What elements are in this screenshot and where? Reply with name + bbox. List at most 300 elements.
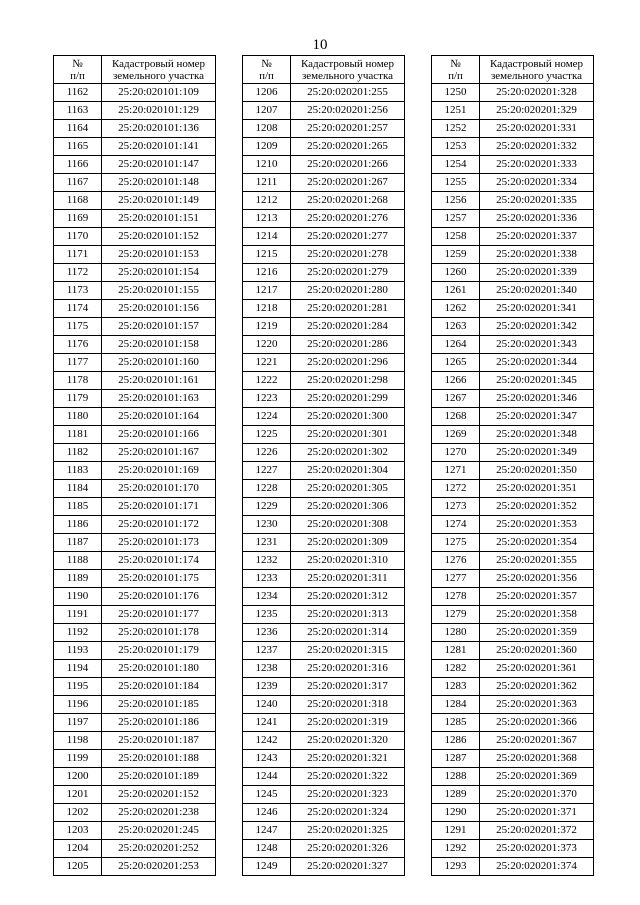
table-row bbox=[54, 498, 216, 516]
cadastral-number: 25:20:020201:339 bbox=[480, 264, 594, 282]
cadastral-number: 25:20:020201:337 bbox=[480, 228, 594, 246]
table-row bbox=[54, 822, 216, 840]
table-row bbox=[54, 300, 216, 318]
cadastral-number: 25:20:020101:170 bbox=[102, 480, 216, 498]
row-number: 1283 bbox=[432, 678, 480, 696]
table-row bbox=[54, 102, 216, 120]
row-number: 1255 bbox=[432, 174, 480, 192]
row-number: 1172 bbox=[54, 264, 102, 282]
table-body bbox=[432, 84, 594, 876]
cadastral-number: 25:20:020201:340 bbox=[480, 282, 594, 300]
table-row bbox=[243, 174, 405, 192]
cadastral-number: 25:20:020201:320 bbox=[291, 732, 405, 750]
cadastral-number: 25:20:020201:374 bbox=[480, 858, 594, 876]
row-number: 1280 bbox=[432, 624, 480, 642]
table-row bbox=[432, 840, 594, 858]
table-row bbox=[243, 552, 405, 570]
table-row bbox=[432, 372, 594, 390]
cadastral-number: 25:20:020201:268 bbox=[291, 192, 405, 210]
row-number: 1292 bbox=[432, 840, 480, 858]
table-row bbox=[243, 714, 405, 732]
table-row bbox=[432, 732, 594, 750]
table-row bbox=[54, 750, 216, 768]
row-number: 1198 bbox=[54, 732, 102, 750]
table-row bbox=[432, 750, 594, 768]
table-row bbox=[54, 786, 216, 804]
row-number: 1228 bbox=[243, 480, 291, 498]
row-number: 1207 bbox=[243, 102, 291, 120]
cadastral-number: 25:20:020201:305 bbox=[291, 480, 405, 498]
row-number: 1178 bbox=[54, 372, 102, 390]
cadastral-number: 25:20:020201:326 bbox=[291, 840, 405, 858]
row-number: 1162 bbox=[54, 84, 102, 102]
row-number: 1239 bbox=[243, 678, 291, 696]
table-row bbox=[54, 156, 216, 174]
row-number: 1173 bbox=[54, 282, 102, 300]
cadastral-number: 25:20:020101:171 bbox=[102, 498, 216, 516]
table-row bbox=[54, 282, 216, 300]
table-row bbox=[432, 210, 594, 228]
table-row bbox=[432, 192, 594, 210]
cadastral-number: 25:20:020201:309 bbox=[291, 534, 405, 552]
table-row bbox=[432, 390, 594, 408]
table-row bbox=[243, 498, 405, 516]
table-row bbox=[54, 318, 216, 336]
row-number: 1274 bbox=[432, 516, 480, 534]
cadastral-number: 25:20:020201:332 bbox=[480, 138, 594, 156]
row-number: 1186 bbox=[54, 516, 102, 534]
cadastral-number: 25:20:020101:163 bbox=[102, 390, 216, 408]
cadastral-number: 25:20:020201:311 bbox=[291, 570, 405, 588]
cadastral-number: 25:20:020201:367 bbox=[480, 732, 594, 750]
table-row bbox=[243, 804, 405, 822]
row-number: 1284 bbox=[432, 696, 480, 714]
table-row bbox=[54, 354, 216, 372]
cadastral-number: 25:20:020201:358 bbox=[480, 606, 594, 624]
row-number: 1288 bbox=[432, 768, 480, 786]
cadastral-number: 25:20:020201:354 bbox=[480, 534, 594, 552]
table-row bbox=[54, 516, 216, 534]
row-number: 1278 bbox=[432, 588, 480, 606]
cadastral-number: 25:20:020201:349 bbox=[480, 444, 594, 462]
row-number: 1220 bbox=[243, 336, 291, 354]
row-number: 1180 bbox=[54, 408, 102, 426]
cadastral-table-2 bbox=[242, 55, 405, 876]
row-number: 1287 bbox=[432, 750, 480, 768]
row-number: 1216 bbox=[243, 264, 291, 282]
row-number: 1244 bbox=[243, 768, 291, 786]
table-row bbox=[54, 444, 216, 462]
table-row bbox=[54, 624, 216, 642]
cadastral-number: 25:20:020201:334 bbox=[480, 174, 594, 192]
cadastral-number: 25:20:020101:187 bbox=[102, 732, 216, 750]
cadastral-number: 25:20:020201:318 bbox=[291, 696, 405, 714]
cadastral-number: 25:20:020101:109 bbox=[102, 84, 216, 102]
table-row bbox=[243, 462, 405, 480]
table-row bbox=[243, 534, 405, 552]
cadastral-number: 25:20:020201:266 bbox=[291, 156, 405, 174]
row-number: 1222 bbox=[243, 372, 291, 390]
row-number: 1209 bbox=[243, 138, 291, 156]
cadastral-number: 25:20:020201:359 bbox=[480, 624, 594, 642]
table-body bbox=[243, 84, 405, 876]
row-number: 1215 bbox=[243, 246, 291, 264]
table-row bbox=[243, 732, 405, 750]
row-number: 1252 bbox=[432, 120, 480, 138]
cadastral-number: 25:20:020101:160 bbox=[102, 354, 216, 372]
table-row bbox=[243, 606, 405, 624]
table-row bbox=[432, 678, 594, 696]
row-number: 1250 bbox=[432, 84, 480, 102]
cadastral-number: 25:20:020201:335 bbox=[480, 192, 594, 210]
row-number: 1254 bbox=[432, 156, 480, 174]
cadastral-number: 25:20:020201:298 bbox=[291, 372, 405, 390]
row-number: 1249 bbox=[243, 858, 291, 876]
row-number: 1188 bbox=[54, 552, 102, 570]
cadastral-number: 25:20:020201:333 bbox=[480, 156, 594, 174]
row-number: 1259 bbox=[432, 246, 480, 264]
cadastral-number: 25:20:020101:147 bbox=[102, 156, 216, 174]
cadastral-number: 25:20:020201:366 bbox=[480, 714, 594, 732]
cadastral-number: 25:20:020201:369 bbox=[480, 768, 594, 786]
row-number: 1270 bbox=[432, 444, 480, 462]
cadastral-number: 25:20:020101:180 bbox=[102, 660, 216, 678]
table-row bbox=[54, 588, 216, 606]
cadastral-table-3 bbox=[431, 55, 594, 876]
table-row bbox=[243, 372, 405, 390]
row-number: 1276 bbox=[432, 552, 480, 570]
row-number: 1200 bbox=[54, 768, 102, 786]
table-row bbox=[432, 498, 594, 516]
row-number: 1221 bbox=[243, 354, 291, 372]
cadastral-number: 25:20:020201:361 bbox=[480, 660, 594, 678]
cadastral-number: 25:20:020201:350 bbox=[480, 462, 594, 480]
cadastral-number: 25:20:020101:175 bbox=[102, 570, 216, 588]
row-number: 1187 bbox=[54, 534, 102, 552]
table-row bbox=[54, 714, 216, 732]
table-row bbox=[54, 840, 216, 858]
table-row bbox=[54, 462, 216, 480]
table-row bbox=[243, 426, 405, 444]
row-number: 1169 bbox=[54, 210, 102, 228]
row-number: 1205 bbox=[54, 858, 102, 876]
table-row bbox=[243, 336, 405, 354]
table-row bbox=[54, 84, 216, 102]
row-number: 1213 bbox=[243, 210, 291, 228]
table-row bbox=[243, 768, 405, 786]
table-row bbox=[243, 822, 405, 840]
cadastral-number: 25:20:020201:301 bbox=[291, 426, 405, 444]
table-row bbox=[432, 714, 594, 732]
table-row bbox=[432, 282, 594, 300]
cadastral-number: 25:20:020201:296 bbox=[291, 354, 405, 372]
table-row bbox=[432, 570, 594, 588]
cadastral-number: 25:20:020201:300 bbox=[291, 408, 405, 426]
row-number: 1253 bbox=[432, 138, 480, 156]
table-row bbox=[54, 804, 216, 822]
cadastral-number: 25:20:020201:323 bbox=[291, 786, 405, 804]
table-row bbox=[243, 786, 405, 804]
row-number: 1260 bbox=[432, 264, 480, 282]
row-number: 1185 bbox=[54, 498, 102, 516]
page-number: 10 bbox=[312, 37, 328, 53]
row-number: 1248 bbox=[243, 840, 291, 858]
table-header bbox=[54, 56, 216, 84]
row-number: 1289 bbox=[432, 786, 480, 804]
row-number: 1242 bbox=[243, 732, 291, 750]
table-row bbox=[54, 480, 216, 498]
table-row bbox=[432, 804, 594, 822]
table-row bbox=[54, 210, 216, 228]
cadastral-number: 25:20:020201:328 bbox=[480, 84, 594, 102]
cadastral-number: 25:20:020201:371 bbox=[480, 804, 594, 822]
row-number: 1183 bbox=[54, 462, 102, 480]
cadastral-number: 25:20:020201:348 bbox=[480, 426, 594, 444]
table-row bbox=[243, 300, 405, 318]
cadastral-number: 25:20:020201:329 bbox=[480, 102, 594, 120]
row-number: 1285 bbox=[432, 714, 480, 732]
cadastral-number: 25:20:020201:286 bbox=[291, 336, 405, 354]
column-header-cadastral: Кадастровый номер земельного участка bbox=[291, 56, 405, 84]
table-row bbox=[432, 408, 594, 426]
row-number: 1175 bbox=[54, 318, 102, 336]
column-header-number: № п/п bbox=[432, 56, 480, 84]
cadastral-number: 25:20:020201:373 bbox=[480, 840, 594, 858]
row-number: 1193 bbox=[54, 642, 102, 660]
table-row bbox=[432, 696, 594, 714]
cadastral-number: 25:20:020201:313 bbox=[291, 606, 405, 624]
cadastral-number: 25:20:020101:152 bbox=[102, 228, 216, 246]
row-number: 1163 bbox=[54, 102, 102, 120]
table-row bbox=[432, 300, 594, 318]
row-number: 1235 bbox=[243, 606, 291, 624]
cadastral-number: 25:20:020101:157 bbox=[102, 318, 216, 336]
cadastral-number: 25:20:020101:178 bbox=[102, 624, 216, 642]
table-row bbox=[243, 192, 405, 210]
cadastral-number: 25:20:020201:362 bbox=[480, 678, 594, 696]
table-row bbox=[243, 210, 405, 228]
cadastral-number: 25:20:020201:152 bbox=[102, 786, 216, 804]
row-number: 1201 bbox=[54, 786, 102, 804]
row-number: 1171 bbox=[54, 246, 102, 264]
cadastral-number: 25:20:020201:317 bbox=[291, 678, 405, 696]
table-row bbox=[432, 642, 594, 660]
table-row bbox=[432, 336, 594, 354]
table-row bbox=[432, 84, 594, 102]
row-number: 1257 bbox=[432, 210, 480, 228]
cadastral-number: 25:20:020201:284 bbox=[291, 318, 405, 336]
row-number: 1269 bbox=[432, 426, 480, 444]
table-row bbox=[432, 444, 594, 462]
table-row bbox=[243, 264, 405, 282]
table-row bbox=[243, 660, 405, 678]
cadastral-number: 25:20:020101:141 bbox=[102, 138, 216, 156]
row-number: 1197 bbox=[54, 714, 102, 732]
row-number: 1290 bbox=[432, 804, 480, 822]
row-number: 1227 bbox=[243, 462, 291, 480]
cadastral-number: 25:20:020201:321 bbox=[291, 750, 405, 768]
table-body bbox=[54, 84, 216, 876]
row-number: 1177 bbox=[54, 354, 102, 372]
row-number: 1165 bbox=[54, 138, 102, 156]
table-row bbox=[432, 606, 594, 624]
row-number: 1230 bbox=[243, 516, 291, 534]
row-number: 1166 bbox=[54, 156, 102, 174]
cadastral-number: 25:20:020201:353 bbox=[480, 516, 594, 534]
cadastral-number: 25:20:020201:281 bbox=[291, 300, 405, 318]
table-row bbox=[432, 534, 594, 552]
row-number: 1195 bbox=[54, 678, 102, 696]
table-row bbox=[432, 246, 594, 264]
row-number: 1224 bbox=[243, 408, 291, 426]
table-row bbox=[243, 480, 405, 498]
row-number: 1236 bbox=[243, 624, 291, 642]
table-row bbox=[54, 372, 216, 390]
row-number: 1234 bbox=[243, 588, 291, 606]
row-number: 1258 bbox=[432, 228, 480, 246]
table-row bbox=[243, 354, 405, 372]
cadastral-number: 25:20:020201:306 bbox=[291, 498, 405, 516]
table-row bbox=[243, 642, 405, 660]
row-number: 1168 bbox=[54, 192, 102, 210]
cadastral-number: 25:20:020101:136 bbox=[102, 120, 216, 138]
cadastral-number: 25:20:020101:164 bbox=[102, 408, 216, 426]
row-number: 1212 bbox=[243, 192, 291, 210]
row-number: 1196 bbox=[54, 696, 102, 714]
cadastral-number: 25:20:020201:331 bbox=[480, 120, 594, 138]
table-row bbox=[54, 552, 216, 570]
row-number: 1233 bbox=[243, 570, 291, 588]
cadastral-number: 25:20:020101:173 bbox=[102, 534, 216, 552]
cadastral-number: 25:20:020101:186 bbox=[102, 714, 216, 732]
table-row bbox=[243, 84, 405, 102]
row-number: 1275 bbox=[432, 534, 480, 552]
cadastral-number: 25:20:020201:278 bbox=[291, 246, 405, 264]
row-number: 1237 bbox=[243, 642, 291, 660]
cadastral-number: 25:20:020201:357 bbox=[480, 588, 594, 606]
table-row bbox=[432, 228, 594, 246]
table-row bbox=[243, 516, 405, 534]
row-number: 1266 bbox=[432, 372, 480, 390]
row-number: 1273 bbox=[432, 498, 480, 516]
cadastral-number: 25:20:020101:153 bbox=[102, 246, 216, 264]
table-row bbox=[54, 426, 216, 444]
table-row bbox=[243, 408, 405, 426]
cadastral-number: 25:20:020101:158 bbox=[102, 336, 216, 354]
row-number: 1223 bbox=[243, 390, 291, 408]
table-row bbox=[243, 318, 405, 336]
cadastral-number: 25:20:020201:257 bbox=[291, 120, 405, 138]
table-row bbox=[54, 264, 216, 282]
column-header-number: № п/п bbox=[243, 56, 291, 84]
table-row bbox=[432, 174, 594, 192]
row-number: 1268 bbox=[432, 408, 480, 426]
table-row bbox=[432, 516, 594, 534]
table-row bbox=[243, 246, 405, 264]
cadastral-number: 25:20:020201:352 bbox=[480, 498, 594, 516]
row-number: 1232 bbox=[243, 552, 291, 570]
row-number: 1262 bbox=[432, 300, 480, 318]
row-number: 1267 bbox=[432, 390, 480, 408]
table-row bbox=[54, 642, 216, 660]
cadastral-number: 25:20:020201:304 bbox=[291, 462, 405, 480]
table-row bbox=[432, 318, 594, 336]
cadastral-number: 25:20:020201:315 bbox=[291, 642, 405, 660]
table-row bbox=[54, 660, 216, 678]
cadastral-number: 25:20:020201:253 bbox=[102, 858, 216, 876]
table-row bbox=[54, 120, 216, 138]
cadastral-number: 25:20:020201:372 bbox=[480, 822, 594, 840]
row-number: 1272 bbox=[432, 480, 480, 498]
row-number: 1181 bbox=[54, 426, 102, 444]
cadastral-number: 25:20:020201:310 bbox=[291, 552, 405, 570]
cadastral-number: 25:20:020201:343 bbox=[480, 336, 594, 354]
row-number: 1231 bbox=[243, 534, 291, 552]
row-number: 1241 bbox=[243, 714, 291, 732]
cadastral-number: 25:20:020101:184 bbox=[102, 678, 216, 696]
cadastral-number: 25:20:020201:277 bbox=[291, 228, 405, 246]
cadastral-number: 25:20:020201:338 bbox=[480, 246, 594, 264]
table-row bbox=[243, 750, 405, 768]
row-number: 1206 bbox=[243, 84, 291, 102]
table-row bbox=[54, 534, 216, 552]
cadastral-number: 25:20:020201:327 bbox=[291, 858, 405, 876]
row-number: 1182 bbox=[54, 444, 102, 462]
cadastral-number: 25:20:020101:155 bbox=[102, 282, 216, 300]
row-number: 1265 bbox=[432, 354, 480, 372]
cadastral-number: 25:20:020201:319 bbox=[291, 714, 405, 732]
cadastral-number: 25:20:020101:177 bbox=[102, 606, 216, 624]
table-header bbox=[432, 56, 594, 84]
row-number: 1245 bbox=[243, 786, 291, 804]
table-row bbox=[54, 246, 216, 264]
cadastral-number: 25:20:020201:344 bbox=[480, 354, 594, 372]
cadastral-number: 25:20:020201:302 bbox=[291, 444, 405, 462]
table-row bbox=[54, 606, 216, 624]
row-number: 1174 bbox=[54, 300, 102, 318]
column-header-number: № п/п bbox=[54, 56, 102, 84]
cadastral-number: 25:20:020201:312 bbox=[291, 588, 405, 606]
table-row bbox=[432, 426, 594, 444]
cadastral-table-1 bbox=[53, 55, 216, 876]
cadastral-number: 25:20:020101:169 bbox=[102, 462, 216, 480]
cadastral-number: 25:20:020101:129 bbox=[102, 102, 216, 120]
cadastral-number: 25:20:020201:368 bbox=[480, 750, 594, 768]
row-number: 1264 bbox=[432, 336, 480, 354]
cadastral-number: 25:20:020201:245 bbox=[102, 822, 216, 840]
row-number: 1204 bbox=[54, 840, 102, 858]
cadastral-number: 25:20:020201:336 bbox=[480, 210, 594, 228]
table-row bbox=[243, 120, 405, 138]
table-row bbox=[243, 102, 405, 120]
table-row bbox=[432, 588, 594, 606]
cadastral-number: 25:20:020101:161 bbox=[102, 372, 216, 390]
row-number: 1246 bbox=[243, 804, 291, 822]
row-number: 1243 bbox=[243, 750, 291, 768]
row-number: 1240 bbox=[243, 696, 291, 714]
cadastral-number: 25:20:020201:342 bbox=[480, 318, 594, 336]
row-number: 1214 bbox=[243, 228, 291, 246]
row-number: 1210 bbox=[243, 156, 291, 174]
cadastral-number: 25:20:020201:280 bbox=[291, 282, 405, 300]
table-row bbox=[432, 480, 594, 498]
table-row bbox=[432, 120, 594, 138]
table-row bbox=[243, 840, 405, 858]
table-row bbox=[432, 354, 594, 372]
table-row bbox=[243, 678, 405, 696]
cadastral-number: 25:20:020201:256 bbox=[291, 102, 405, 120]
row-number: 1219 bbox=[243, 318, 291, 336]
